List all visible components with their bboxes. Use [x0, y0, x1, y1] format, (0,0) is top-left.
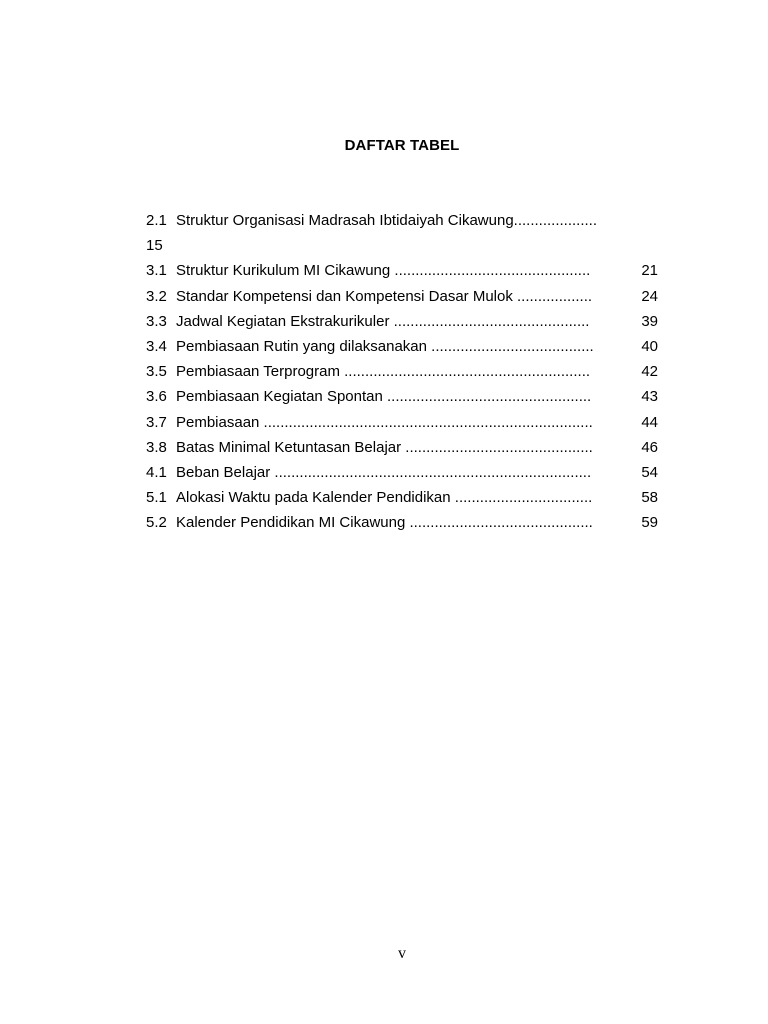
list-item — [146, 439, 658, 464]
entry-page-number: 42 — [641, 363, 658, 381]
entry-page-number: 39 — [641, 312, 658, 330]
page-title: DAFTAR TABEL — [344, 137, 460, 154]
entry-number: 3.3 — [146, 312, 167, 330]
entry-number: 5.2 — [146, 514, 167, 532]
entry-page-number: 46 — [641, 438, 658, 456]
list-item — [146, 489, 658, 514]
entry-title: Kalender Pendidikan MI Cikawung ............................................ — [176, 514, 593, 532]
list-item — [146, 414, 658, 439]
list-item — [146, 363, 658, 388]
list-item — [146, 464, 658, 489]
entry-title: Struktur Organisasi Madrasah Ibtidaiyah Cikawung.................... — [176, 212, 598, 229]
entry-title: Pembiasaan Kegiatan Spontan ................................................. — [176, 388, 592, 406]
entry-number: 3.8 — [146, 438, 167, 456]
entry-number: 3.4 — [146, 337, 167, 355]
entry-title: Beban Belajar ............................................................................ — [176, 463, 592, 481]
entry-number: 3.2 — [146, 287, 167, 305]
entry-page-number: 43 — [641, 388, 658, 406]
list-item — [146, 262, 658, 287]
entry-title: Standar Kompetensi dan Kompetensi Dasar Mulok .................. — [176, 287, 593, 305]
entry-number: 5.1 — [146, 489, 167, 507]
list-item — [146, 338, 658, 363]
entry-page-number: 24 — [641, 287, 658, 305]
table-list — [146, 212, 658, 539]
list-item — [146, 288, 658, 313]
entry-title: Struktur Kurikulum MI Cikawung ............................................... — [176, 262, 591, 280]
entry-number: 3.6 — [146, 388, 167, 406]
list-item — [146, 313, 658, 338]
entry-number: 2.1 — [146, 212, 167, 229]
footer-page-number: v — [398, 945, 406, 962]
entry-title: Jadwal Kegiatan Ekstrakurikuler ............................................... — [176, 312, 590, 330]
entry-title: Pembiasaan ............................................................................... — [176, 413, 593, 431]
entry-number: 4.1 — [146, 463, 167, 481]
entry-page-number: 59 — [641, 514, 658, 532]
entry-title: Batas Minimal Ketuntasan Belajar ............................................. — [176, 438, 593, 456]
entry-number: 3.7 — [146, 413, 167, 431]
entry-title: Pembiasaan Rutin yang dilaksanakan ....................................... — [176, 337, 594, 355]
entry-title: Alokasi Waktu pada Kalender Pendidikan ................................. — [176, 489, 593, 507]
list-item — [146, 514, 658, 539]
entry-page-number: 21 — [641, 262, 658, 280]
entry-page-number: 58 — [641, 489, 658, 507]
list-item — [146, 212, 658, 237]
entry-number: 3.5 — [146, 363, 167, 381]
entry-page-number: 54 — [641, 463, 658, 481]
entry-page-number: 15 — [146, 237, 163, 255]
list-item-wrap — [146, 237, 658, 262]
entry-page-number: 40 — [641, 337, 658, 355]
entry-title: Pembiasaan Terprogram ........................................................... — [176, 363, 591, 381]
entry-number: 3.1 — [146, 262, 167, 280]
list-item — [146, 388, 658, 413]
entry-page-number: 44 — [641, 413, 658, 431]
